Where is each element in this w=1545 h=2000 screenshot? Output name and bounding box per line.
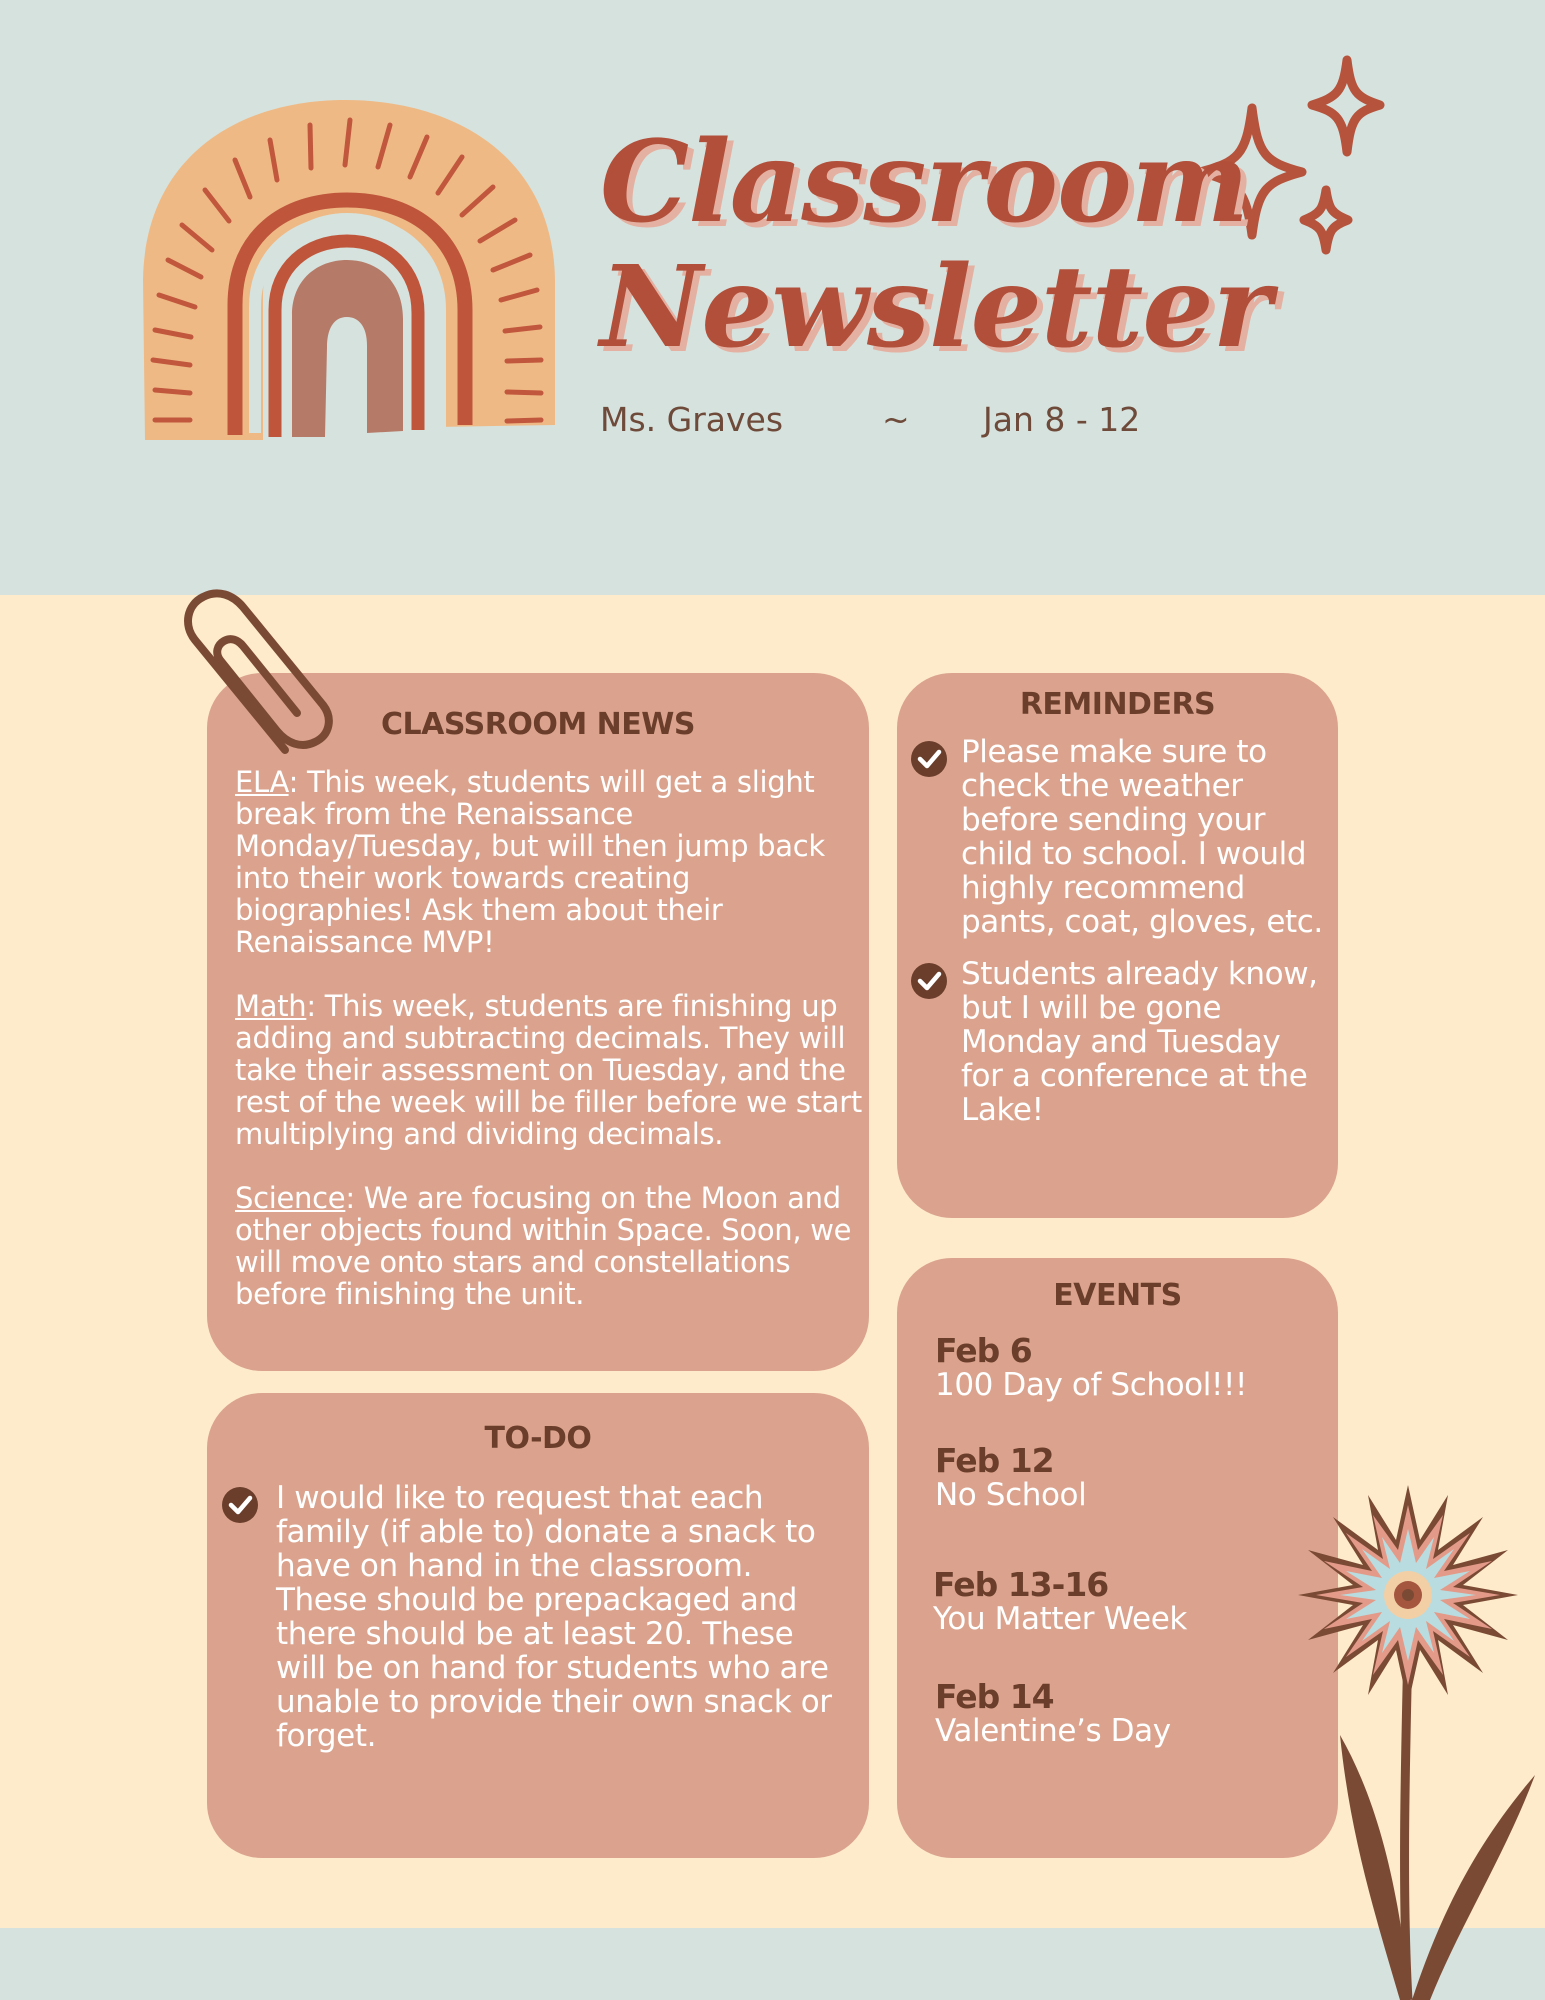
paperclip-icon: [175, 585, 335, 765]
event-name: You Matter Week: [933, 1601, 1187, 1637]
news-section-math: [235, 990, 875, 1150]
date-range: Jan 8 - 12: [983, 400, 1141, 439]
teacher-name: Ms. Graves: [600, 400, 784, 439]
flower-icon: [1290, 1475, 1545, 2000]
title-line-2: Newsletter: [600, 242, 1271, 373]
rainbow-icon: [135, 95, 565, 445]
classroom-news-title: CLASSROOM NEWS: [381, 707, 695, 742]
event-name: 100 Day of School!!!: [935, 1367, 1248, 1403]
subject-label: Science: [235, 1181, 346, 1215]
section-text: : This week, students will get a slight break from the Renaissance Monday/Tuesday, but will then jump back into their work towards creating biographies! Ask them about their Renaissance MVP!: [235, 765, 825, 959]
reminders-card: [897, 673, 1338, 1218]
reminder-text: Students already know, but I will be gone Monday and Tuesday for a conference at the Lake!: [961, 956, 1318, 1128]
section-text: : We are focusing on the Moon and other objects found within Space. Soon, we will move onto stars and constellations before finishing the unit.: [235, 1181, 852, 1311]
event-name: Valentine’s Day: [935, 1713, 1171, 1749]
section-text: : This week, students are finishing up adding and subtracting decimals. They will take their assessment on Tuesday, and the rest of the week will be filler before we start multiplying and dividing decimals.: [235, 989, 862, 1151]
classroom-news-card: [207, 673, 869, 1371]
reminders-list: [911, 735, 1331, 1145]
classroom-news-body: [235, 766, 875, 1342]
event-item: [935, 1331, 1335, 1403]
events-card: [897, 1258, 1338, 1858]
event-date: Feb 6: [935, 1331, 1032, 1370]
event-item: [933, 1565, 1333, 1637]
event-item: [935, 1441, 1335, 1513]
check-icon: [911, 741, 947, 777]
todo-title: TO-DO: [484, 1421, 592, 1456]
news-section-ela: [235, 766, 875, 958]
newsletter-title: [600, 117, 1271, 373]
event-name: No School: [935, 1477, 1087, 1513]
event-item: [935, 1677, 1335, 1749]
todo-text: I would like to request that each family (if able to) donate a snack to have on hand in the classroom. These should be prepackaged and there should be at least 20. These will be on hand for students who are unable to provide their own snack or forget.: [276, 1480, 832, 1754]
event-date: Feb 14: [935, 1677, 1054, 1716]
list-item: [222, 1481, 852, 1753]
check-icon: [911, 963, 947, 999]
list-item: [911, 957, 1331, 1127]
title-line-1: Classroom: [600, 117, 1249, 248]
subject-label: ELA: [235, 765, 289, 799]
news-section-science: [235, 1182, 875, 1310]
events-title: EVENTS: [1053, 1278, 1182, 1313]
subject-label: Math: [235, 989, 307, 1023]
event-date: Feb 12: [935, 1441, 1054, 1480]
check-icon: [222, 1487, 258, 1523]
header-separator: ~: [882, 400, 910, 439]
event-date: Feb 13-16: [933, 1565, 1109, 1604]
reminder-text: Please make sure to check the weather before sending your child to school. I would highly recommend pants, coat, gloves, etc.: [961, 734, 1323, 940]
todo-card: [207, 1393, 869, 1858]
todo-list: [222, 1481, 852, 1771]
reminders-title: REMINDERS: [1019, 687, 1216, 722]
list-item: [911, 735, 1331, 939]
